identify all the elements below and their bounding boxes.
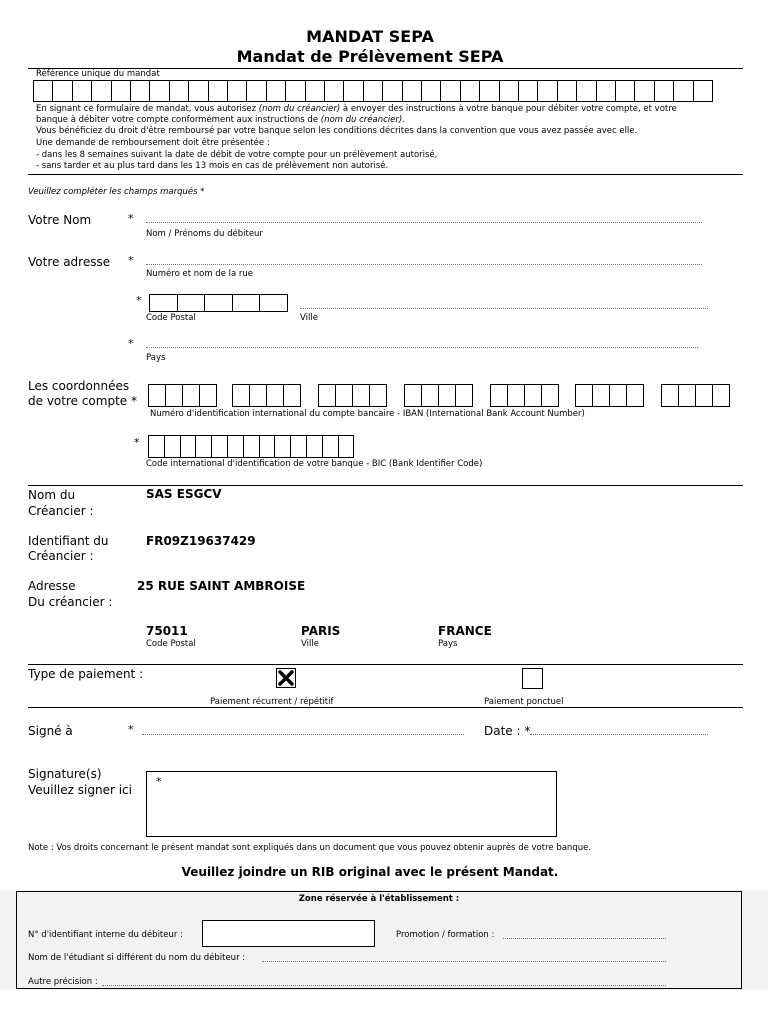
creditor-id-value: FR09Z19637429 bbox=[146, 534, 256, 548]
mandate-reference-cell[interactable] bbox=[615, 80, 635, 102]
mandate-reference-cell[interactable] bbox=[111, 80, 131, 102]
iban-cell[interactable] bbox=[626, 384, 644, 407]
bic-cell[interactable] bbox=[306, 435, 323, 458]
bic-cell[interactable] bbox=[164, 435, 181, 458]
signature-label-1: Signature(s) bbox=[28, 767, 102, 781]
postal-code-cell[interactable] bbox=[204, 294, 233, 312]
mandate-reference-cell[interactable] bbox=[596, 80, 616, 102]
creditor-city-value: PARIS bbox=[301, 624, 341, 638]
bic-cell[interactable] bbox=[274, 435, 291, 458]
rib-notice: Veuillez joindre un RIB original avec le présent Mandat. bbox=[181, 865, 559, 879]
iban-cell[interactable] bbox=[182, 384, 200, 407]
mandate-reference-cell[interactable] bbox=[305, 80, 325, 102]
reserved-zone bbox=[16, 891, 742, 989]
bic-cell[interactable] bbox=[290, 435, 307, 458]
intro-line-4: Une demande de remboursement doit être présentée : bbox=[36, 138, 270, 148]
debtor-name-hint: Nom / Prénoms du débiteur bbox=[146, 229, 263, 239]
mandate-reference-cell[interactable] bbox=[52, 80, 72, 102]
date-input[interactable] bbox=[530, 734, 708, 735]
postal-code-hint: Code Postal bbox=[146, 313, 196, 323]
creditor-address-label-1: Adresse bbox=[28, 579, 76, 593]
mandate-reference-cell[interactable] bbox=[169, 80, 189, 102]
required-marker: * bbox=[134, 436, 140, 449]
iban-cell[interactable] bbox=[712, 384, 730, 407]
iban-cell[interactable] bbox=[490, 384, 508, 407]
iban-cell[interactable] bbox=[199, 384, 217, 407]
postal-code-cell[interactable] bbox=[149, 294, 178, 312]
signature-label-2: Veuillez signer ici bbox=[28, 783, 132, 797]
street-hint: Numéro et nom de la rue bbox=[146, 269, 254, 279]
iban-cell[interactable] bbox=[455, 384, 473, 407]
creditor-city-hint: Ville bbox=[301, 639, 319, 649]
promotion-input[interactable] bbox=[503, 938, 666, 939]
iban-cell[interactable] bbox=[661, 384, 679, 407]
bic-cell[interactable] bbox=[195, 435, 212, 458]
bic-cell[interactable] bbox=[227, 435, 244, 458]
page-subtitle: Mandat de Prélèvement SEPA bbox=[236, 47, 504, 66]
city-hint: Ville bbox=[300, 313, 318, 323]
iban-cell[interactable] bbox=[369, 384, 387, 407]
bic-cell[interactable] bbox=[148, 435, 165, 458]
required-marker: * bbox=[128, 254, 134, 267]
debtor-name-label: Votre Nom bbox=[28, 213, 92, 227]
iban-cell[interactable] bbox=[335, 384, 353, 407]
single-payment-label: Paiement ponctuel bbox=[484, 697, 564, 707]
mandate-reference-cell[interactable] bbox=[421, 80, 441, 102]
mandate-reference-cell[interactable] bbox=[537, 80, 557, 102]
single-payment-checkbox[interactable] bbox=[522, 668, 543, 689]
mandate-reference-cell[interactable] bbox=[72, 80, 92, 102]
required-marker: * bbox=[156, 775, 162, 788]
rights-note: Note : Vos droits concernant le présent mandat sont expliqués dans un document que vous pouvez obtenir auprès de votre banque. bbox=[28, 843, 592, 853]
divider bbox=[28, 174, 743, 175]
bic-hint: Code international d'identification de votre banque - BIC (Bank Identifier Code) bbox=[146, 459, 483, 469]
iban-cell[interactable] bbox=[352, 384, 370, 407]
creditor-address-value: 25 RUE SAINT AMBROISE bbox=[137, 579, 306, 593]
creditor-name-label-1: Nom du bbox=[28, 488, 76, 502]
postal-code-cell[interactable] bbox=[232, 294, 261, 312]
postal-code-cell[interactable] bbox=[259, 294, 288, 312]
iban-cell[interactable] bbox=[165, 384, 183, 407]
intro-line-5: - dans les 8 semaines suivant la date de débit de votre compte pour un prélèvement autorisé, bbox=[36, 150, 438, 160]
mandate-reference-cell[interactable] bbox=[266, 80, 286, 102]
page-title: MANDAT SEPA bbox=[306, 27, 434, 46]
creditor-postal-hint: Code Postal bbox=[146, 639, 196, 649]
signed-at-label: Signé à bbox=[28, 724, 73, 738]
bic-cell[interactable] bbox=[243, 435, 260, 458]
intro-line-3: Vous bénéficiez du droit d'être remboursé par votre banque selon les conditions décrites dans la convention que vous avez passée avec elle. bbox=[36, 126, 638, 136]
mandate-reference-cell[interactable] bbox=[227, 80, 247, 102]
creditor-country-hint: Pays bbox=[438, 639, 458, 649]
mandate-reference-cell[interactable] bbox=[576, 80, 596, 102]
required-marker: * bbox=[128, 723, 134, 736]
recurring-payment-label: Paiement récurrent / répétitif bbox=[210, 697, 334, 707]
divider bbox=[28, 664, 743, 665]
account-label-line2: de votre compte * bbox=[28, 394, 137, 408]
bic-cell[interactable] bbox=[259, 435, 276, 458]
mandate-reference-cell[interactable] bbox=[188, 80, 208, 102]
internal-id-input[interactable] bbox=[202, 920, 375, 947]
mandate-reference-cell[interactable] bbox=[654, 80, 674, 102]
promotion-label: Promotion / formation : bbox=[396, 930, 495, 940]
required-marker: * bbox=[128, 337, 134, 350]
debtor-name-input[interactable] bbox=[146, 222, 702, 223]
mandate-reference-cell[interactable] bbox=[634, 80, 654, 102]
mandate-reference-cell[interactable] bbox=[518, 80, 538, 102]
signature-box[interactable] bbox=[146, 771, 557, 837]
student-name-input[interactable] bbox=[262, 961, 666, 962]
check-x-icon bbox=[277, 669, 295, 687]
iban-cell[interactable] bbox=[592, 384, 610, 407]
divider bbox=[28, 485, 743, 486]
iban-cell[interactable] bbox=[609, 384, 627, 407]
city-input[interactable] bbox=[300, 308, 708, 309]
mandate-reference-cell[interactable] bbox=[343, 80, 363, 102]
recurring-payment-checkbox[interactable] bbox=[276, 668, 296, 688]
creditor-name-label-2: Créancier : bbox=[28, 504, 94, 518]
postal-code-cell[interactable] bbox=[177, 294, 206, 312]
mandate-reference-cell[interactable] bbox=[557, 80, 577, 102]
account-label-line1: Les coordonnées bbox=[28, 379, 130, 393]
creditor-id-label-1: Identifiant du bbox=[28, 534, 109, 548]
iban-cell[interactable] bbox=[541, 384, 559, 407]
mandate-reference-cell[interactable] bbox=[479, 80, 499, 102]
mandate-reference-cell[interactable] bbox=[499, 80, 519, 102]
iban-cell[interactable] bbox=[249, 384, 267, 407]
mandate-reference-cell[interactable] bbox=[91, 80, 111, 102]
mandate-reference-cell[interactable] bbox=[208, 80, 228, 102]
iban-cell[interactable] bbox=[232, 384, 250, 407]
country-hint: Pays bbox=[146, 353, 166, 363]
iban-cell[interactable] bbox=[524, 384, 542, 407]
required-marker: * bbox=[128, 212, 134, 225]
bic-cell[interactable] bbox=[180, 435, 197, 458]
intro-line-2: banque à débiter votre compte conformément aux instructions de (nom du créancier). bbox=[36, 115, 405, 125]
iban-cell[interactable] bbox=[575, 384, 593, 407]
internal-id-label: N° d'identifiant interne du débiteur : bbox=[28, 930, 183, 940]
iban-cell[interactable] bbox=[148, 384, 166, 407]
bic-cell[interactable] bbox=[322, 435, 339, 458]
required-marker: * bbox=[136, 294, 142, 307]
other-info-input[interactable] bbox=[102, 985, 666, 986]
iban-cell[interactable] bbox=[404, 384, 422, 407]
iban-cell[interactable] bbox=[507, 384, 525, 407]
mandate-reference-cell[interactable] bbox=[402, 80, 422, 102]
country-input[interactable] bbox=[146, 347, 698, 348]
iban-cell[interactable] bbox=[438, 384, 456, 407]
iban-cell[interactable] bbox=[266, 384, 284, 407]
mandate-reference-cell[interactable] bbox=[324, 80, 344, 102]
iban-cell[interactable] bbox=[318, 384, 336, 407]
mandate-reference-cell[interactable] bbox=[246, 80, 266, 102]
bic-cell[interactable] bbox=[211, 435, 228, 458]
instruction-text: Veuillez compléter les champs marqués * bbox=[28, 187, 205, 197]
signed-at-input[interactable] bbox=[142, 734, 464, 735]
street-input[interactable] bbox=[146, 264, 702, 265]
iban-hint: Numéro d'identification international du compte bancaire - IBAN (International Bank Account Number) bbox=[150, 409, 585, 419]
creditor-name-value: SAS ESGCV bbox=[146, 487, 222, 501]
debtor-address-label: Votre adresse bbox=[28, 255, 111, 269]
creditor-country-value: FRANCE bbox=[438, 624, 492, 638]
bic-cell[interactable] bbox=[338, 435, 355, 458]
student-name-label: Nom de l'étudiant si différent du nom du débiteur : bbox=[28, 953, 246, 963]
mandate-reference-cell[interactable] bbox=[673, 80, 693, 102]
date-label: Date : * bbox=[484, 724, 531, 738]
intro-line-6: - sans tarder et au plus tard dans les 13 mois en cas de prélèvement non autorisé. bbox=[36, 161, 389, 171]
iban-cell[interactable] bbox=[695, 384, 713, 407]
mandate-reference-cell[interactable] bbox=[460, 80, 480, 102]
divider bbox=[28, 707, 743, 708]
iban-cell[interactable] bbox=[421, 384, 439, 407]
creditor-id-label-2: Créancier : bbox=[28, 549, 94, 563]
mandate-reference-cell[interactable] bbox=[440, 80, 460, 102]
creditor-postal-value: 75011 bbox=[146, 624, 188, 638]
payment-type-label: Type de paiement : bbox=[28, 667, 144, 681]
mandate-reference-cell[interactable] bbox=[382, 80, 402, 102]
other-info-label: Autre précision : bbox=[28, 977, 98, 987]
mandate-reference-cell[interactable] bbox=[285, 80, 305, 102]
mandate-reference-cell[interactable] bbox=[693, 80, 713, 102]
iban-cell[interactable] bbox=[678, 384, 696, 407]
intro-line-1: En signant ce formulaire de mandat, vous autorisez (nom du créancier) à envoyer des instructions à votre banque pour débiter votre compte, et votre bbox=[36, 104, 677, 114]
creditor-address-label-2: Du créancier : bbox=[28, 595, 113, 609]
iban-cell[interactable] bbox=[283, 384, 301, 407]
mandate-reference-cell[interactable] bbox=[33, 80, 53, 102]
mandate-reference-cell[interactable] bbox=[363, 80, 383, 102]
mandate-reference-cell[interactable] bbox=[149, 80, 169, 102]
reserved-zone-title: Zone réservée à l'établissement : bbox=[298, 894, 460, 904]
mandate-reference-label: Référence unique du mandat bbox=[36, 69, 160, 79]
mandate-reference-cell[interactable] bbox=[130, 80, 150, 102]
